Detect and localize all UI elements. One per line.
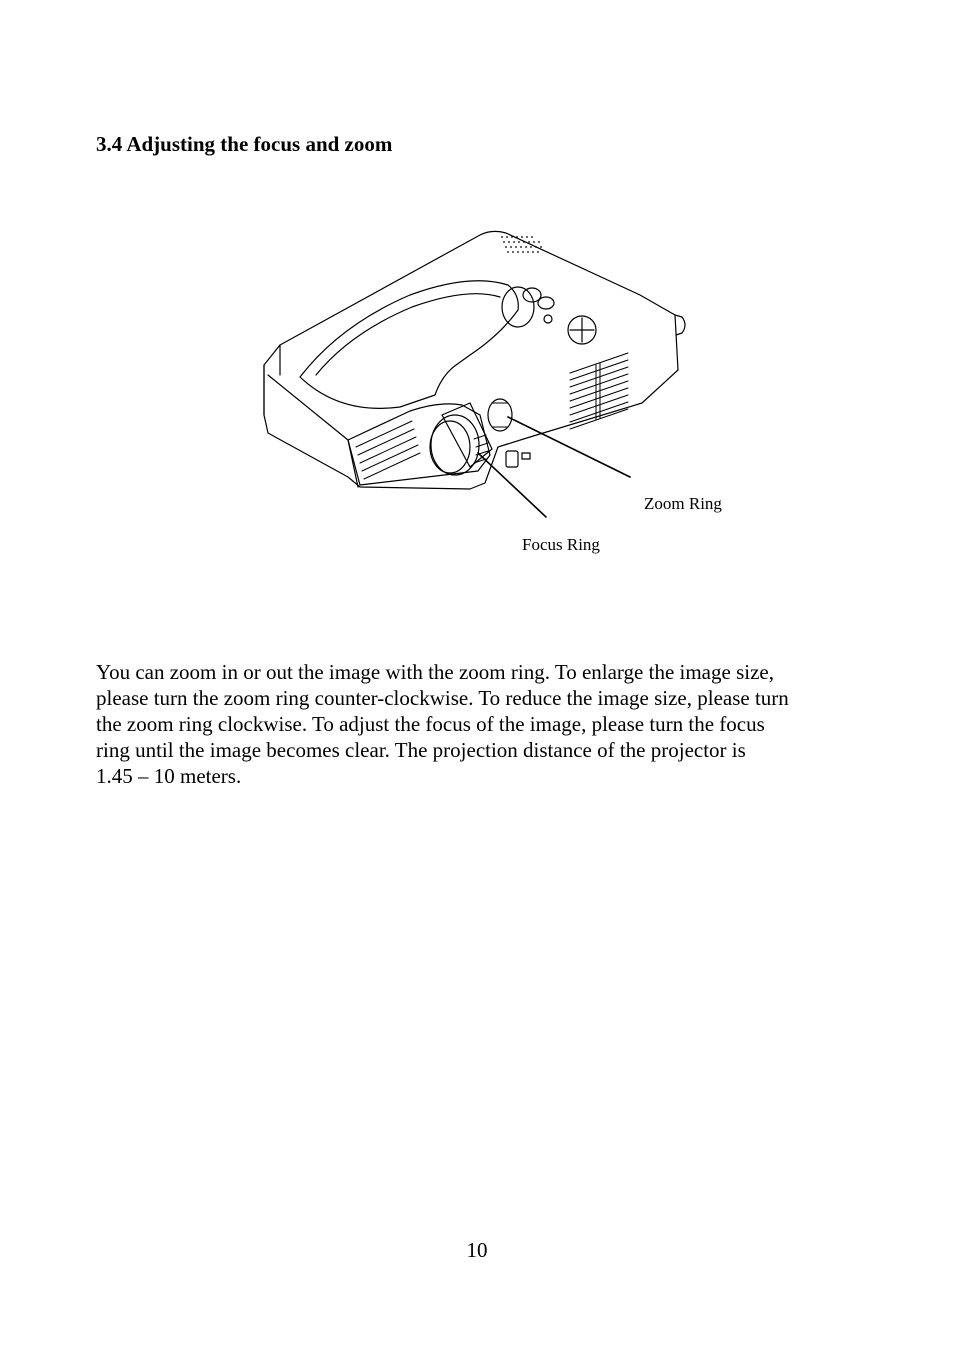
body-line: please turn the zoom ring counter-clockwise. To reduce the image size, please turn — [96, 686, 789, 710]
focus-ring — [431, 415, 479, 475]
menu-button — [523, 288, 541, 302]
speaker-grille — [501, 236, 542, 253]
lamp-cover-inner — [316, 294, 500, 375]
page-number: 10 — [466, 1238, 488, 1262]
zoom-ring-label: Zoom Ring — [644, 494, 722, 513]
projector-body-outline — [264, 231, 678, 489]
body-paragraph — [96, 659, 866, 789]
body-line: You can zoom in or out the image with the zoom ring. To enlarge the image size, — [96, 660, 774, 684]
projector-figure — [230, 215, 770, 565]
zoom-ring — [488, 399, 512, 431]
body-line: 1.45 – 10 meters. — [96, 764, 242, 788]
led-indicator — [544, 315, 552, 323]
focus-ring-callout-line — [478, 453, 546, 517]
source-button — [538, 297, 554, 309]
lens-housing — [348, 404, 490, 485]
section-heading: 3.4 Adjusting the focus and zoom — [96, 132, 393, 156]
projector-side-edge — [264, 345, 358, 487]
lamp-cover — [300, 281, 518, 409]
zoom-ring-callout-line — [508, 417, 630, 477]
front-port-small — [522, 453, 530, 459]
side-vents — [570, 353, 628, 429]
front-vents — [356, 421, 420, 479]
body-line: the zoom ring clockwise. To adjust the focus of the image, please turn the focus — [96, 712, 765, 736]
body-line: ring until the image becomes clear. The projection distance of the projector is — [96, 738, 746, 762]
direction-pad-cross — [570, 318, 594, 342]
front-port — [506, 451, 518, 467]
focus-ring-label: Focus Ring — [522, 535, 600, 554]
